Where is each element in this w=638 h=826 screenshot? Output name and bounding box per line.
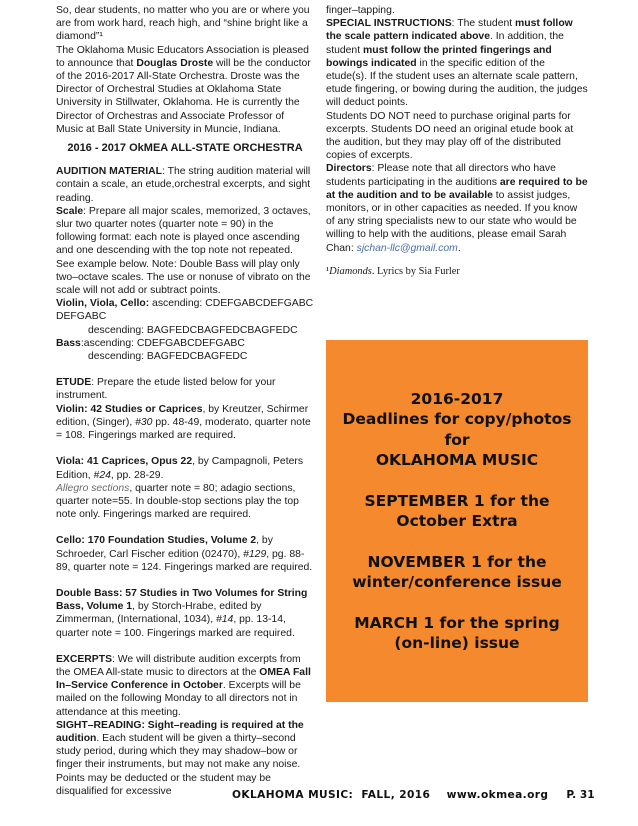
directors-label: Directors [326,163,372,175]
etude-paragraph [56,376,314,402]
violin-etude: Violin: 42 Studies or Caprices, by Kreutzer, Schirmer edition, (Singer), #30 pp. 48-49, moderato, quarter note = 108. Fingerings marked are required. [56,403,311,442]
right-column [326,4,588,278]
directors-paragraph: Directors: Please note that all directors who have students participating in the auditions are required to be at the audition and to be available to assist judges, monitors, or in other capacities as needed. If you know of any string specialists new to our state who would be willing to help with the auditions, please email Sarah Chan: sjchan-llc@gmail.com. [326,163,588,254]
special-instructions-label: SPECIAL INSTRUCTIONS [326,18,452,30]
deadline-title: Deadlines for copy/photos [342,410,572,428]
vvc-label: Violin, Viola, Cello: [56,298,150,310]
sight-reading-paragraph: SIGHT–READING: Sight–reading is required at the audition. Each student will be given a thirty–second study period, during which they may shadow–bow or finger their instruments, but may not make any noise. Points may be deducted or the student may be disqualified for excessive [56,719,304,797]
vvc-scale [56,297,314,323]
bass-label: Bass [56,337,81,349]
conductor-paragraph [56,44,314,136]
audition-text: : The string audition material will contain a scale, an etude,orchestral excerpts, and sight reading. [56,166,311,204]
deadline-publication: OKLAHOMA MUSIC [375,451,539,469]
scale-label: Scale [56,205,84,217]
cello-etude: Cello: 170 Foundation Studies, Volume 2, by Schroeder, Carl Fischer edition (02470), #129, pg. 88-89, quarter note = 124. Fingerings marked are required. [56,535,313,573]
special-instructions: SPECIAL INSTRUCTIONS: The student must follow the scale pattern indicated above. In addition, the student must follow the printed fingerings and bowings indicated in the specific edition of the etude(s). If the student uses an alternate scale pattern, etude fingering, or bowing during the audition, the judges will deduct points. [326,18,588,109]
vvc-ascending: ascending: CDEFGABCDEFGABCDEFGABC [56,298,314,323]
intro-paragraph [56,4,314,44]
bass-etude-label: Double Bass [56,587,119,599]
excerpts-paragraph: EXCERPTS: We will distribute audition excerpts from the OMEA All-state music to directors at the OMEA Fall In–Service Conference in October. Excerpts will be mailed on the following Monday to all directors not in attendance at this meeting. [56,653,311,718]
deadline-year: 2016-2017 [410,389,504,408]
conductor-name: Douglas Droste [136,57,214,69]
bass-scale [56,337,314,350]
violin-label: Violin: 42 Studies or Caprices [56,403,203,415]
page-number: P. 31 [566,789,595,801]
scale-text: : Prepare all major scales, memorized, 3 octaves, slur two quarter notes (quarter note = 90) in the following format: each note is played once ascending and one descending with the top note not repeated. See example below. Note: Double Bass will play only two–octave scales. The use or nonuse of vibrato on the scale will not add or subtract points. [56,205,311,297]
intro-text: So, dear students, no matter who you are or where you are from work hard, reach high, and “shine bright like a diamond”¹ [56,5,310,43]
deadline-september-a: SEPTEMBER 1 for the [364,491,550,510]
deadline-november-a: NOVEMBER 1 for the [367,552,547,571]
etude-text: : Prepare the etude listed below for your instrument. [56,377,276,402]
conductor-text-a: The Oklahoma Music Educators Association is pleased to announce that [56,44,309,69]
deadline-for: for [444,430,470,449]
bass-etude: Double Bass: 57 Studies in Two Volumes for String Bass, Volume 1, by Storch-Hrabe, edited by Zimmerman, (International, 1034), #14, pp. 13-14, quarter note = 100. Fingerings marked are required. [56,587,308,639]
conductor-text-b: will be the conductor of the 2016-2017 All-State Orchestra. Droste was the Director of Orchestral Studies at Oklahoma State University in Stillwater, Oklahoma. He is currently the Director of Orchestras and Associate Professor of Music at Ball State University in Muncie, Indiana. [56,57,311,135]
page-footer [232,789,595,801]
deadline-march-b: (on-line) issue [394,634,520,652]
bass-descending: descending: BAGFEDCBAGFEDC [88,351,248,363]
bass-ascending: :ascending: CDEFGABCDEFGABC [80,337,245,349]
sight-reading-label: SIGHT–READING [56,719,142,731]
parts-paragraph: Students DO NOT need to purchase original parts for excerpts. Students DO need an original etude book at the audition, but they may play off of the distributed copies of excerpts. [326,110,574,162]
etude-label: ETUDE [56,377,92,389]
footnote: ¹Diamonds. Lyrics by Sia Furler [326,265,460,277]
vvc-descending: descending: BAGFEDCBAGFEDCBAGFEDC [88,324,298,336]
audition-label: AUDITION MATERIAL [56,166,163,178]
viola-etude: Viola: 41 Caprices, Opus 22, by Campagnoli, Peters Edition, #24, pp. 28-29. Allegro sections, quarter note = 80; adagio sections, quarter note=55. In double-stop sections play the top note only. Fingerings marked are required. [56,456,304,521]
deadline-box [326,340,588,702]
section-heading: 2016 - 2017 OkMEA ALL-STATE ORCHESTRA [67,142,303,155]
scale-paragraph [56,205,314,297]
cello-label: Cello [56,535,82,547]
viola-label: Viola [56,456,81,468]
footer-text: OKLAHOMA MUSIC: FALL, 2016 www.okmea.org [232,789,549,801]
excerpts-label: EXCERPTS [56,653,113,665]
continued-text: finger–tapping. [326,5,395,16]
footnote-title: Diamonds [329,265,372,277]
left-column [56,4,314,798]
audition-material [56,165,314,205]
deadline-march-a: MARCH 1 for the spring [354,613,560,632]
deadline-september-b: October Extra [396,512,518,530]
contact-email-link[interactable]: sjchan-llc@gmail.com [356,242,458,254]
deadline-november-b: winter/conference issue [352,573,562,591]
